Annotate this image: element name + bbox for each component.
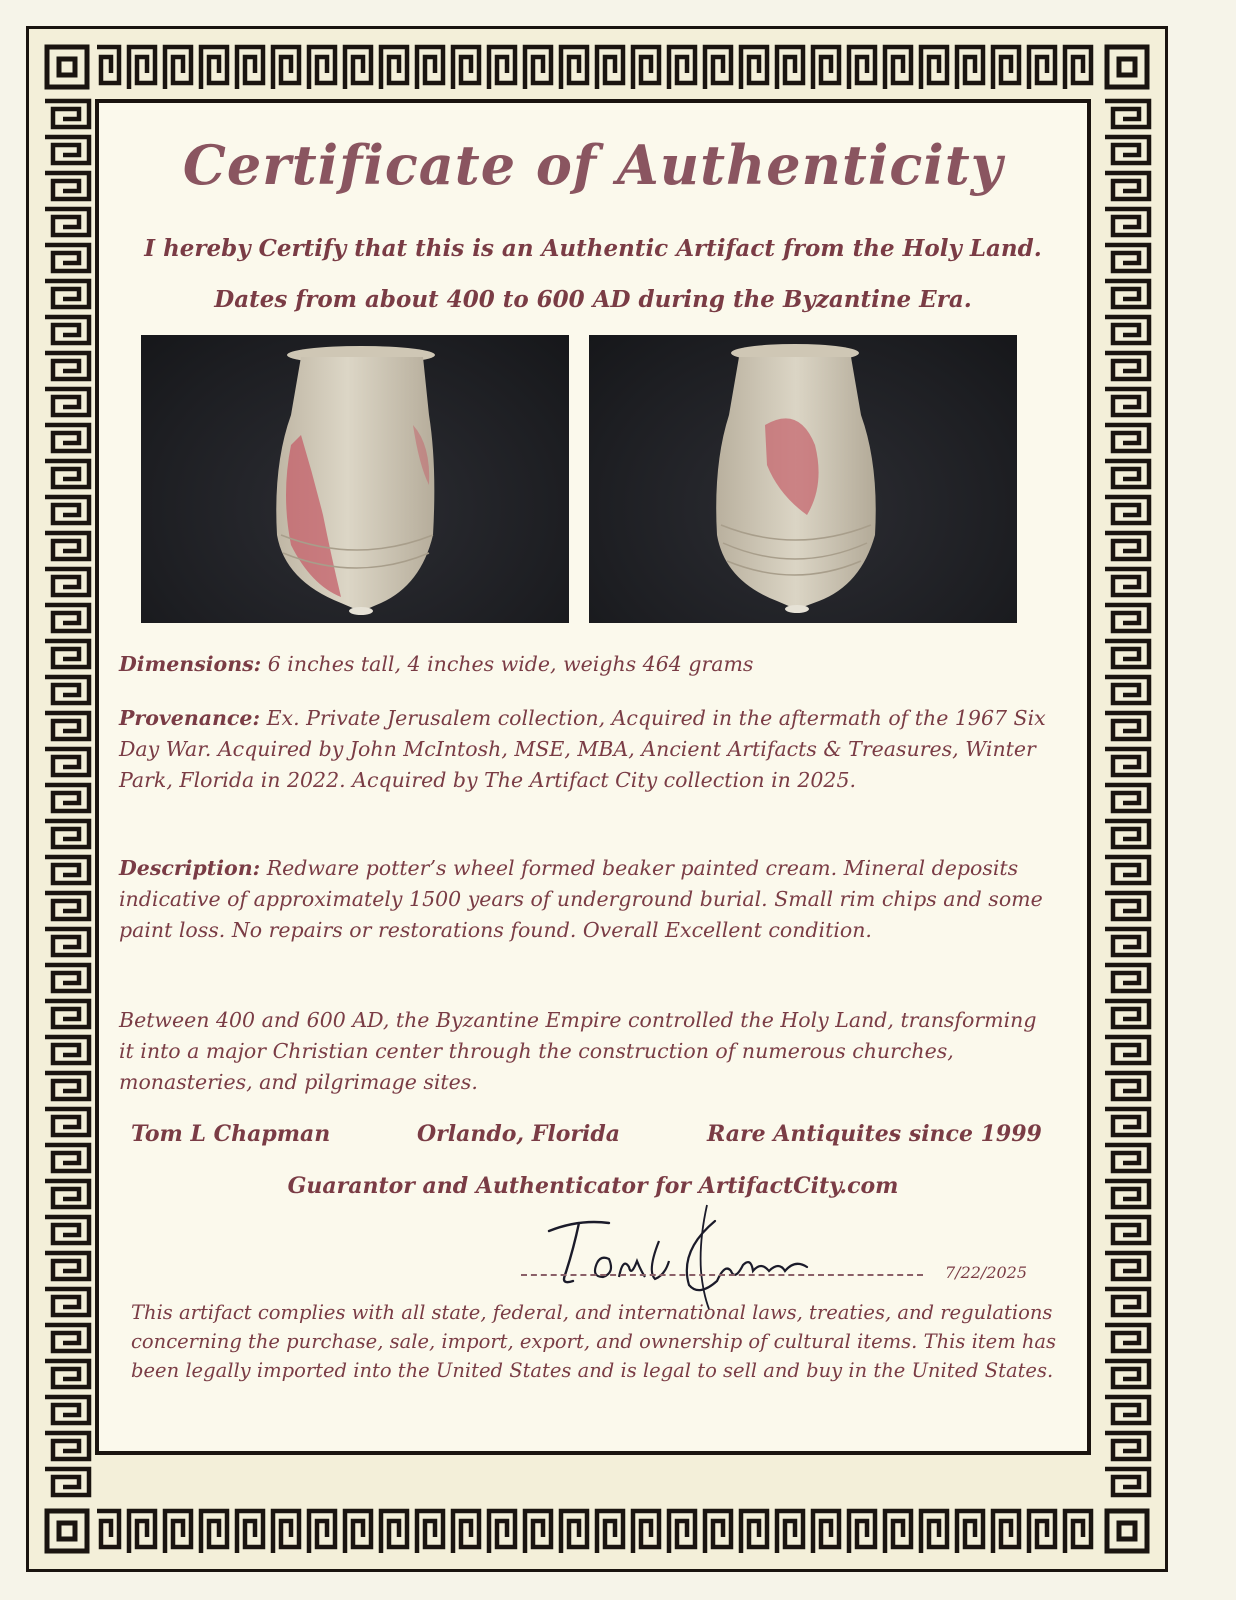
description-paragraph — [119, 853, 1055, 946]
dimensions-paragraph — [119, 649, 1055, 680]
certify-line: I hereby Certify that this is an Authentic Artifact from the Holy Land. — [144, 235, 1042, 262]
dimensions-label: Dimensions: — [119, 652, 262, 676]
provenance-label: Provenance: — [119, 706, 261, 730]
signature-line — [521, 1274, 923, 1276]
corner-top-right — [1097, 37, 1157, 97]
provenance-paragraph — [119, 703, 1055, 796]
dimensions-text: 6 inches tall, 4 inches wide, weighs 464 grams — [267, 652, 754, 676]
handwritten-signature — [539, 1201, 839, 1311]
dates-line: Dates from about 400 to 600 AD during the Byzantine Era. — [214, 286, 972, 313]
artifact-photo-left — [141, 335, 569, 623]
beaker-image-left — [141, 335, 569, 623]
signer-row — [99, 1121, 1087, 1155]
description-label: Description: — [119, 856, 261, 880]
certificate-title: Certificate of Authenticity — [182, 133, 1004, 197]
corner-bottom-left — [37, 1501, 97, 1561]
border-top — [89, 37, 1105, 97]
border-left — [37, 97, 97, 1501]
legal-statement: This artifact complies with all state, federal, and international laws, treaties, and regulations concerning the purchase, sale, import, export, and ownership of cultural items. This item has been legally imported into the United States and is legal to sell and buy in the United States. — [131, 1301, 1057, 1382]
corner-top-left — [37, 37, 97, 97]
corner-bottom-right — [1097, 1501, 1157, 1561]
provenance-text: Ex. Private Jerusalem collection, Acquired in the aftermath of the 1967 Six Day War. Acquired by John McIntosh, MSE, MBA, Ancient Artifacts & Treasures, Winter Park, Florida in 2022. Acquired by The Artifact City collection in 2025. — [119, 706, 1046, 792]
history-paragraph: Between 400 and 600 AD, the Byzantine Empire controlled the Holy Land, transforming it into a major Christian center through the construction of numerous churches, monasteries, and pilgrimage sites. — [119, 1008, 1037, 1094]
border-bottom — [89, 1501, 1105, 1561]
artifact-photo-right — [589, 335, 1017, 623]
certificate-panel — [95, 99, 1091, 1455]
border-right — [1097, 97, 1157, 1501]
description-text: Redware potter’s wheel formed beaker painted cream. Mineral deposits indicative of approximately 1500 years of underground burial. Small rim chips and some paint loss. No repairs or restorations found. Overall Excellent condition. — [119, 856, 1043, 942]
guarantor-line: Guarantor and Authenticator for ArtifactCity.com — [287, 1173, 899, 1199]
signer-name: Tom L Chapman — [131, 1121, 331, 1147]
signature-date: 7/22/2025 — [945, 1263, 1028, 1282]
signer-since: Rare Antiquites since 1999 — [707, 1121, 1042, 1147]
beaker-image-right — [589, 335, 1017, 623]
signer-city: Orlando, Florida — [417, 1121, 620, 1147]
